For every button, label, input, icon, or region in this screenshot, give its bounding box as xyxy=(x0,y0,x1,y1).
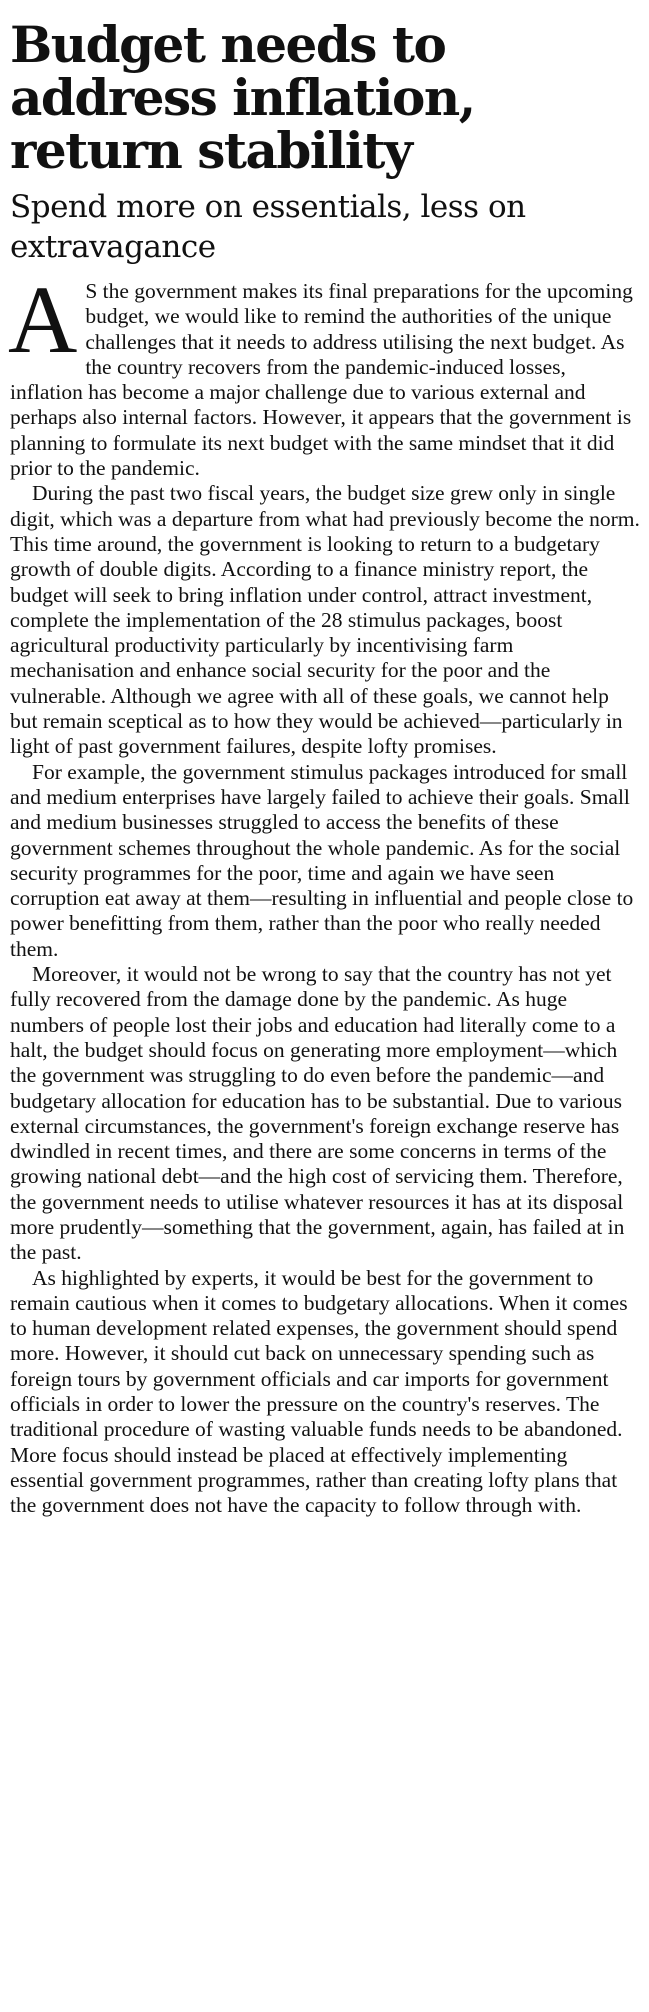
headline: Budget needs to address inflation, return stability xyxy=(10,15,475,180)
paragraph-5: As highlighted by experts, it would be best for the government to remain cautious when it comes to budgetary allocations. When it comes to human development related expenses, the government should spend more. However, it should cut back on unnecessary spending such as foreign tours by government officials and car imports for government officials in order to lower the pressure on the country's reserves. The traditional procedure of wasting valuable funds needs to be abandoned. More focus should instead be placed at effectively implementing essential government programmes, rather than creating lofty plans that the government does not have the capacity to follow through with. xyxy=(10,1265,628,1518)
article-body xyxy=(8,266,640,1519)
paragraph-1-text: S the government makes its final preparations for the upcoming budget, we would like to remind the authorities of the unique challenges that it needs to address utilising the next budget. As the country recovers from the pandemic-induced losses, inflation has become a major challenge due to various external and perhaps also internal factors. However, it appears that the government is planning to formulate its next budget with the same mindset that it did prior to the pandemic. xyxy=(10,279,633,481)
drop-cap: A xyxy=(8,266,78,373)
paragraph-1 xyxy=(8,266,640,481)
paragraph-3: For example, the government stimulus packages introduced for small and medium enterprises have largely failed to achieve their goals. Small and medium businesses struggled to access the benefits of these government schemes throughout the whole pandemic. As for the social security programmes for the poor, time and again we have seen corruption eat away at them—resulting in influential and people close to power benefitting from them, rather than the poor who really needed them. xyxy=(10,759,634,961)
paragraph-4: Moreover, it would not be wrong to say that the country has not yet fully recovered from the damage done by the pandemic. As huge numbers of people lost their jobs and education had literally come to a halt, the budget should focus on generating more employment—which the government was struggling to do even before the pandemic—and budgetary allocation for education has to be substantial. Due to various external circumstances, the government's foreign exchange reserve has dwindled in recent times, and there are some concerns in terms of the growing national debt—and the high cost of servicing them. Therefore, the government needs to utilise whatever resources it has at its disposal more prudently—something that the government, again, has failed at in the past. xyxy=(10,962,625,1265)
subheadline: Spend more on essentials, less on extravagance xyxy=(10,189,526,265)
paragraph-2: During the past two fiscal years, the budget size grew only in single digit, which was a departure from what had previously become the norm. This time around, the government is looking to return to a budgetary growth of double digits. According to a finance ministry report, the budget will seek to bring inflation under control, attract investment, complete the implementation of the 28 stimulus packages, boost agricultural productivity particularly by incentivising farm mechanisation and enhance social security for the poor and the vulnerable. Although we agree with all of these goals, we cannot help but remain sceptical as to how they would be achieved—particularly in light of past government failures, despite lofty promises. xyxy=(10,481,640,759)
